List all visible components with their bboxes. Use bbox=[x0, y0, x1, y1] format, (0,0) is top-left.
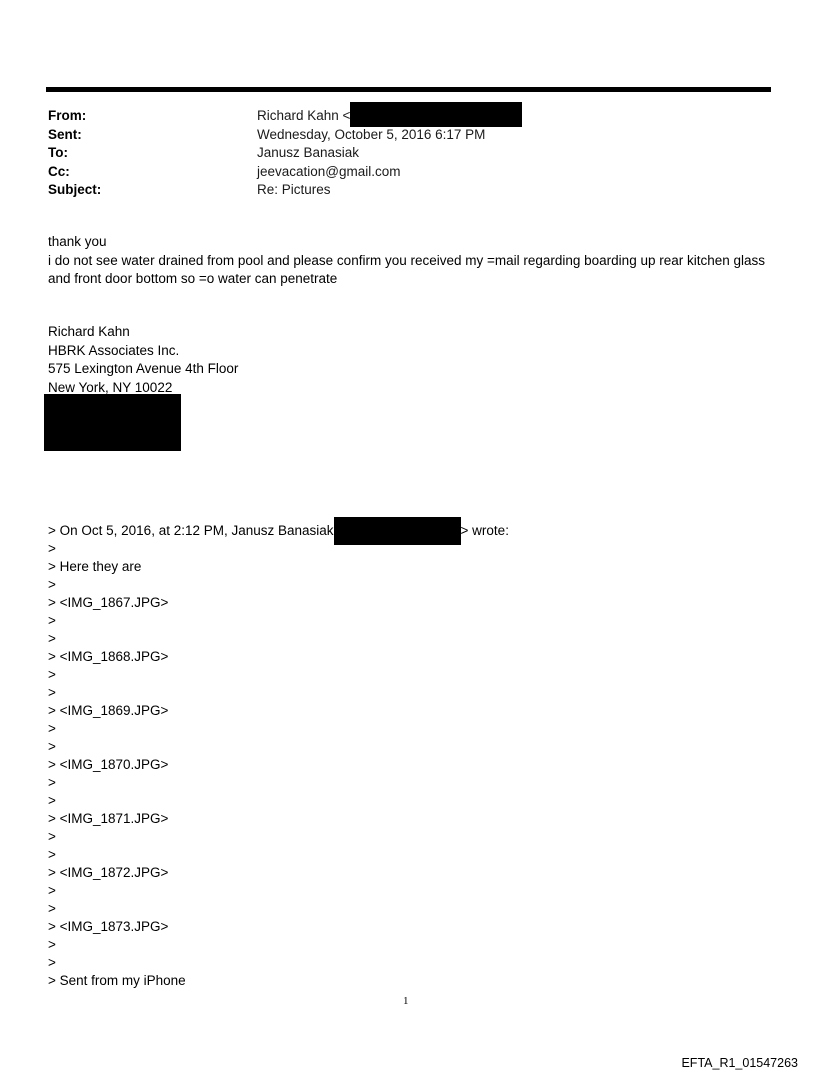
quoted-line: > Sent from my iPhone bbox=[48, 973, 186, 988]
signature-company: HBRK Associates Inc. bbox=[48, 342, 180, 358]
to-value: Janusz Banasiak bbox=[257, 145, 360, 160]
quoted-line: > bbox=[48, 613, 56, 628]
redaction-box bbox=[44, 394, 181, 451]
email-header bbox=[48, 107, 522, 200]
quoted-line: > bbox=[48, 631, 56, 646]
quoted-intro-prefix: > On Oct 5, 2016, at 2:12 PM, Janusz Banasiak bbox=[48, 523, 334, 538]
from-row bbox=[48, 107, 522, 126]
cc-row bbox=[48, 163, 522, 182]
to-label: To: bbox=[48, 145, 68, 160]
quoted-line: > bbox=[48, 937, 56, 952]
quoted-message bbox=[48, 522, 509, 990]
signature-block bbox=[48, 323, 238, 397]
quoted-line: > <IMG_1872.JPG> bbox=[48, 865, 169, 880]
quoted-line: > <IMG_1869.JPG> bbox=[48, 703, 169, 718]
sent-row bbox=[48, 126, 522, 145]
quoted-line: > <IMG_1871.JPG> bbox=[48, 811, 169, 826]
quoted-lines bbox=[48, 540, 509, 990]
quoted-line: > bbox=[48, 847, 56, 862]
cc-label: Cc: bbox=[48, 163, 70, 179]
quoted-line: > <IMG_1867.JPG> bbox=[48, 595, 169, 610]
page-number: 1 bbox=[403, 995, 409, 1007]
signature-address-1: 575 Lexington Avenue 4th Floor bbox=[48, 361, 239, 376]
quoted-line: > bbox=[48, 775, 56, 790]
quoted-line: > <IMG_1870.JPG> bbox=[48, 757, 169, 772]
from-value bbox=[257, 107, 522, 126]
quoted-line: > bbox=[48, 829, 56, 844]
email-body bbox=[48, 233, 778, 289]
sent-value: Wednesday, October 5, 2016 6:17 PM bbox=[257, 126, 486, 142]
subject-value: Re: Pictures bbox=[257, 182, 331, 197]
body-line-2: i do not see water drained from pool and please confirm you received my =mail regarding boarding up rear kitchen glass and front door bottom so =o water can penetrate bbox=[48, 252, 766, 286]
bates-number: EFTA_R1_01547263 bbox=[681, 1056, 798, 1070]
from-label: From: bbox=[48, 108, 87, 123]
quoted-line: > bbox=[48, 883, 56, 898]
subject-row bbox=[48, 181, 522, 200]
quoted-line: > bbox=[48, 577, 56, 592]
redaction-box bbox=[334, 517, 461, 545]
header-rule bbox=[46, 87, 771, 92]
sent-label: Sent: bbox=[48, 126, 82, 142]
redaction-box bbox=[350, 102, 522, 127]
quoted-line: > bbox=[48, 955, 56, 970]
body-line-1: thank you bbox=[48, 234, 107, 249]
quoted-line: > <IMG_1868.JPG> bbox=[48, 649, 169, 664]
signature-address-2: New York, NY 10022 bbox=[48, 379, 173, 395]
quoted-line: > <IMG_1873.JPG> bbox=[48, 919, 169, 934]
cc-value: jeevacation@gmail.com bbox=[257, 163, 401, 179]
quoted-line: > bbox=[48, 739, 56, 754]
quoted-line: > bbox=[48, 667, 56, 682]
signature-name: Richard Kahn bbox=[48, 324, 130, 339]
quoted-intro-suffix: > wrote: bbox=[460, 523, 509, 538]
subject-label: Subject: bbox=[48, 182, 102, 197]
to-row bbox=[48, 144, 522, 163]
quoted-line: > bbox=[48, 901, 56, 916]
quoted-intro bbox=[48, 522, 509, 540]
quoted-line: > bbox=[48, 685, 56, 700]
quoted-line: > bbox=[48, 541, 56, 556]
quoted-line: > bbox=[48, 793, 56, 808]
from-name: Richard Kahn < bbox=[257, 108, 351, 123]
quoted-line: > bbox=[48, 721, 56, 736]
quoted-line: > Here they are bbox=[48, 559, 142, 574]
